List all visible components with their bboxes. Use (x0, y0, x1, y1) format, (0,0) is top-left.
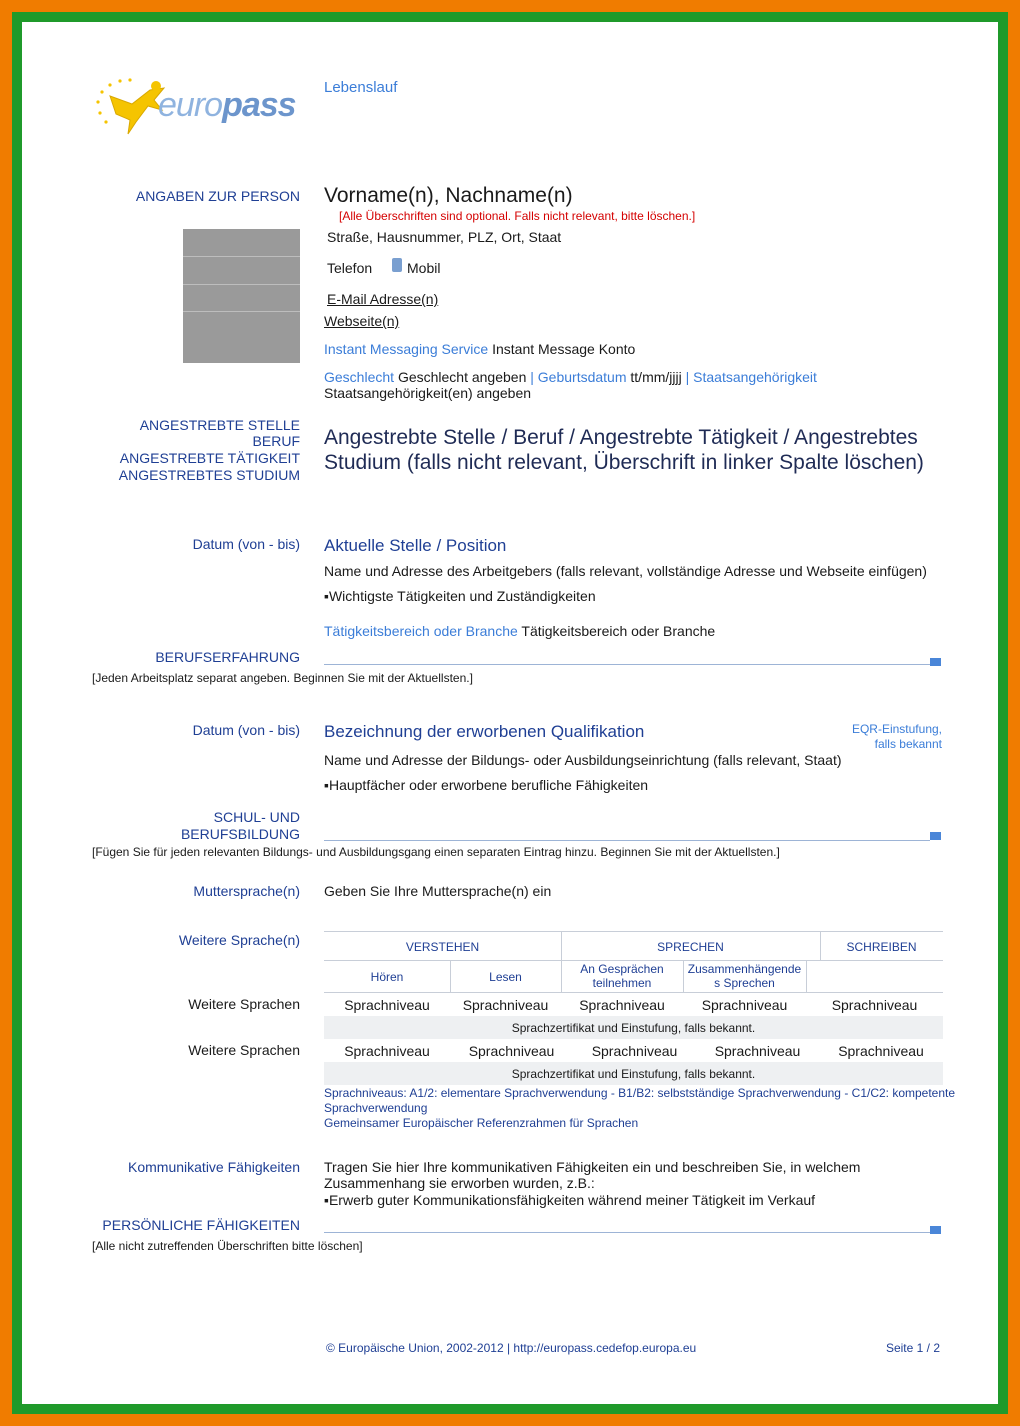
email-link[interactable]: E-Mail Adresse(n) (327, 291, 439, 307)
communication-text-2: Zusammenhang sie erworben wurden, z.B.: (324, 1175, 595, 1191)
footer-copyright[interactable]: © Europäische Union, 2002-2012 | http://europass.cedefop.europa.eu (326, 1341, 697, 1355)
language-level: Sprachniveau (714, 1043, 801, 1059)
education-rule-marker (930, 832, 941, 840)
communication-bullet: ▪Erwerb guter Kommunikationsfähigkeiten während meiner Tätigkeit im Verkauf (324, 1192, 816, 1208)
language-level: Sprachniveau (591, 1043, 678, 1059)
experience-position: Aktuelle Stelle / Position (324, 536, 507, 555)
experience-employer: Name und Adresse des Arbeitgebers (falls relevant, vollständige Adresse und Webseite einfügen) (324, 563, 927, 579)
separator-2: | (685, 369, 690, 385)
language-row-name: Weitere Sprachen (188, 996, 300, 1012)
section-label-skills: PERSÖNLICHE FÄHIGKEITEN (102, 1217, 300, 1233)
logo-text-pass: pass (222, 86, 296, 124)
desired-label-4: ANGESTREBTES STUDIUM (118, 467, 300, 483)
education-label-1: SCHUL- UND (213, 809, 300, 825)
header-writing: SCHREIBEN (846, 940, 917, 954)
desired-label-2: BERUF (252, 433, 300, 449)
education-note: [Fügen Sie für jeden relevanten Bildungs- und Ausbildungsgang einen separaten Eintrag hinzu. Beginnen Sie mit der Aktuellsten.] (92, 845, 780, 859)
levels-note-1: Sprachniveaus: A1/2: elementare Sprachverwendung - B1/B2: selbstständige Sprachverwendung - C1/C2: kompetente (324, 1086, 956, 1100)
person-name: Vorname(n), Nachname(n) (324, 184, 573, 207)
footer-page-number: Seite 1 / 2 (885, 1341, 940, 1355)
other-languages-label: Weitere Sprache(n) (178, 932, 300, 948)
eqr-line-1: EQR-Einstufung, (851, 722, 942, 736)
website-link[interactable]: Webseite(n) (324, 313, 400, 329)
section-label-personal: ANGABEN ZUR PERSON (135, 188, 300, 204)
skills-rule (324, 1232, 930, 1233)
birth-label: Geburtsdatum (537, 369, 627, 385)
experience-bullet: ▪Wichtigste Tätigkeiten und Zuständigkeiten (324, 588, 596, 604)
subheader-production-2: s Sprechen (714, 976, 775, 990)
im-label: Instant Messaging Service (324, 341, 489, 357)
skills-note: [Alle nicht zutreffenden Überschriften bitte löschen] (92, 1239, 363, 1253)
education-bullet: ▪Hauptfächer oder erworbene berufliche Fähigkeiten (324, 777, 649, 793)
sector-label: Tätigkeitsbereich oder Branche (324, 623, 518, 639)
phone-label: Telefon (327, 260, 373, 276)
language-certificate: Sprachzertifikat und Einstufung, falls bekannt. (511, 1021, 756, 1035)
desired-label-1: ANGESTREBTE STELLE (139, 417, 300, 433)
language-level: Sprachniveau (344, 1043, 430, 1059)
logo-text-euro: euro (158, 86, 223, 124)
language-level: Sprachniveau (344, 997, 430, 1013)
language-level: Sprachniveau (462, 997, 549, 1013)
communication-text-1: Tragen Sie hier Ihre kommunikativen Fähigkeiten ein und beschreiben Sie, in welchem (324, 1159, 861, 1175)
communication-skills-label: Kommunikative Fähigkeiten (128, 1159, 300, 1175)
header-speaking: SPRECHEN (657, 940, 724, 954)
experience-date-label: Datum (von - bis) (192, 536, 300, 552)
education-institution: Name und Adresse der Bildungs- oder Ausbildungseinrichtung (falls relevant, Staat) (324, 752, 842, 768)
nationality-value: Staatsangehörigkeit(en) angeben (324, 385, 532, 401)
im-value: Instant Message Konto (492, 341, 636, 357)
experience-note: [Jeden Arbeitsplatz separat angeben. Beginnen Sie mit der Aktuellsten.] (92, 671, 473, 685)
subheader-interaction-2: teilnehmen (592, 976, 652, 990)
subheader-production-1: Zusammenhängende (687, 962, 802, 976)
doc-type-title: Lebenslauf (324, 79, 398, 96)
language-level: Sprachniveau (468, 1043, 555, 1059)
levels-note-3: Gemeinsamer Europäischer Referenzrahmen für Sprachen (324, 1116, 639, 1130)
education-qualification: Bezeichnung der erworbenen Qualifikation (324, 722, 645, 741)
birth-value: tt/mm/jjjj (630, 369, 682, 385)
language-level: Sprachniveau (701, 997, 788, 1013)
language-level: Sprachniveau (831, 997, 918, 1013)
desired-position-text: Angestrebte Stelle / Beruf / Angestrebte Tätigkeit / Angestrebtes Studium (falls nicht relevant, Überschrift in linker Spalte löschen) (324, 426, 924, 474)
nationality-label: Staatsangehörigkeit (693, 369, 817, 385)
eqr-line-2: falls bekannt (874, 737, 942, 751)
skills-rule-marker (930, 1226, 941, 1234)
address: Straße, Hausnummer, PLZ, Ort, Staat (327, 229, 562, 245)
language-row-name: Weitere Sprachen (188, 1042, 300, 1058)
education-rule (324, 840, 930, 841)
mother-tongue-label: Muttersprache(n) (193, 883, 300, 899)
language-level: Sprachniveau (579, 997, 665, 1013)
education-date-label: Datum (von - bis) (192, 722, 300, 738)
desired-label-3: ANGESTREBTE TÄTIGKEIT (119, 450, 300, 466)
subheader-reading: Lesen (489, 970, 522, 984)
subheader-interaction-1: An Gesprächen (580, 962, 664, 976)
sector-value: Tätigkeitsbereich oder Branche (521, 623, 716, 639)
experience-rule-marker (930, 658, 941, 666)
experience-rule (324, 664, 930, 665)
mobile-phone-icon (392, 258, 402, 272)
gender-value: Geschlecht angeben (397, 369, 527, 385)
language-certificate: Sprachzertifikat und Einstufung, falls bekannt. (511, 1067, 756, 1081)
levels-note-2: Sprachverwendung (324, 1101, 428, 1115)
header-understanding: VERSTEHEN (405, 940, 480, 954)
gender-label: Geschlecht (324, 369, 395, 385)
subheader-listening: Hören (370, 970, 404, 984)
section-label-experience: BERUFSERFAHRUNG (155, 649, 300, 665)
mobile-label: Mobil (407, 260, 441, 276)
mother-tongue-value: Geben Sie Ihre Muttersprache(n) ein (324, 883, 552, 899)
language-level: Sprachniveau (838, 1043, 924, 1059)
photo-placeholder (183, 229, 300, 363)
optional-note: [Alle Überschriften sind optional. Falls nicht relevant, bitte löschen.] (339, 209, 696, 223)
separator-1: | (530, 369, 534, 385)
europass-logo (92, 76, 307, 136)
education-label-2: BERUFSBILDUNG (180, 826, 300, 842)
